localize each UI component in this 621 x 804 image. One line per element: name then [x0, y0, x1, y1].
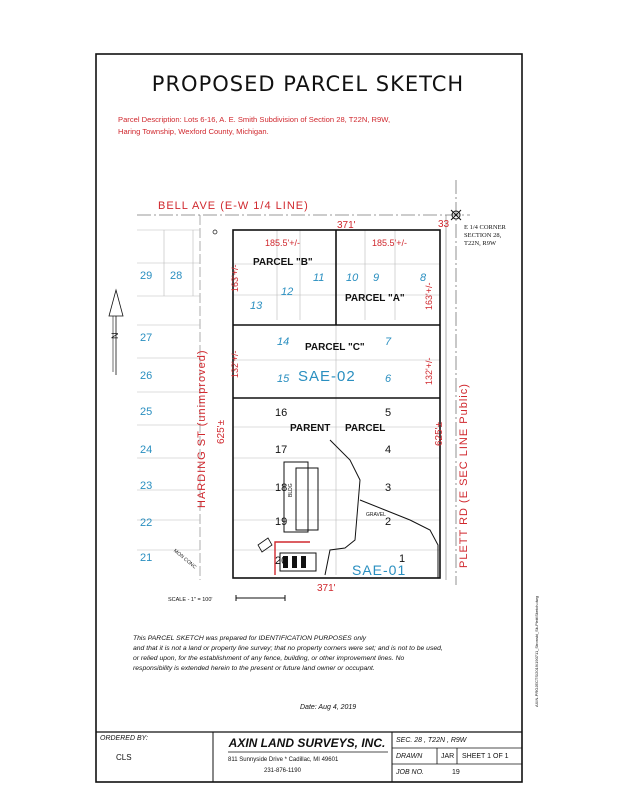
lot-13: 13	[250, 300, 263, 312]
job-value: 19	[452, 769, 460, 776]
lot-4: 4	[385, 444, 392, 456]
road-north-label: BELL AVE (E-W 1/4 LINE)	[158, 200, 309, 212]
north-arrow-label: N	[110, 332, 120, 339]
lot-17: 17	[275, 444, 288, 456]
lot-8: 8	[420, 272, 427, 284]
lot-7: 7	[385, 336, 392, 348]
dim-parcel-b-side: 163'+/-	[230, 264, 240, 292]
disclaimer-note	[133, 634, 533, 674]
note-line-2: and that it is not a land or property line survey; that no property corners were set; and is not to be used,	[133, 645, 443, 652]
parent-label: PARENT	[290, 423, 331, 434]
lot-3: 3	[385, 482, 392, 494]
bldg-label: BLDG	[288, 483, 294, 497]
note-line-3: or relied upon, for the establishment of any fence, building, or other improvement lines. No	[133, 655, 405, 662]
lot-24: 24	[140, 444, 153, 456]
drawn-value: JAR	[441, 753, 455, 760]
description-line-2: Haring Township, Wexford County, Michigan.	[118, 127, 269, 136]
sae-01-label: SAE-01	[352, 562, 407, 578]
job-label: JOB NO.	[396, 769, 425, 776]
dim-top: 371'	[337, 220, 356, 231]
lot-21: 21	[140, 552, 153, 564]
lot-9: 9	[373, 272, 380, 284]
description-line-1: Parcel Description: Lots 6-16, A. E. Smith Subdivision of Section 28, T22N, R9W,	[118, 115, 391, 124]
lot-27: 27	[140, 332, 153, 344]
dim-west: 625'±	[216, 419, 227, 444]
lot-29: 29	[140, 270, 153, 282]
ordered-by-value: CLS	[116, 753, 132, 762]
corner-label-2: SECTION 28,	[464, 232, 502, 239]
dim-parcel-a-side: 163'+/-	[424, 282, 434, 310]
dim-parcel-b-top: 185.5'+/-	[265, 238, 300, 248]
company-phone: 231-876-1190	[264, 768, 301, 774]
lot-26: 26	[140, 370, 153, 382]
section-corner-icon	[451, 210, 461, 220]
ordered-by-label: ORDERED BY:	[100, 735, 148, 742]
lot-12: 12	[281, 286, 294, 298]
lot-19: 19	[275, 516, 288, 528]
corner-label	[464, 224, 506, 248]
lot-15: 15	[277, 373, 290, 385]
drawn-label: DRAWN	[396, 753, 423, 760]
lot-6: 6	[385, 373, 392, 385]
dim-parcel-a-top: 185.5'+/-	[372, 238, 407, 248]
date-label: Date: Aug 4, 2019	[300, 704, 357, 711]
lot-25: 25	[140, 406, 153, 418]
scale-label: SCALE - 1" = 100'	[168, 597, 213, 603]
lot-16: 16	[275, 407, 288, 419]
lot-22: 22	[140, 517, 153, 529]
parcel-b-label: PARCEL "B"	[253, 257, 313, 268]
lot-2: 2	[385, 516, 392, 528]
corner-number: 33	[438, 219, 450, 230]
dim-parcel-c-side-w: 132'+/-	[230, 350, 240, 378]
page-title: PROPOSED PARCEL SKETCH	[151, 72, 465, 96]
sheet-info: SHEET 1 OF 1	[462, 753, 509, 760]
lot-1: 1	[399, 553, 406, 565]
gravel-label: GRAVEL	[366, 512, 386, 518]
road-west-label: HARDING ST (unimproved)	[196, 349, 208, 508]
corner-label-3: T22N, R9W	[464, 240, 497, 247]
note-line-4: responsibility is extended herein to the present or future land owner or occupant.	[133, 665, 375, 672]
company-name: AXIN LAND SURVEYS, INC.	[228, 736, 386, 750]
road-east-label: PLETT RD (E SEC LINE Public)	[458, 383, 470, 568]
lot-10: 10	[346, 272, 359, 284]
note-line-1: This PARCEL SKETCH was prepared for IDENTIFICATION PURPOSES only	[133, 635, 367, 642]
corner-label-1: E 1/4 CORNER	[464, 224, 506, 231]
section-info: SEC. 28 , T22N , R9W	[396, 737, 467, 744]
dim-bottom: 371'	[317, 583, 336, 594]
parent-parcel-label: PARCEL	[345, 423, 386, 434]
sae-02-label: SAE-02	[298, 368, 356, 385]
mon-conc-label: MON CONC	[172, 548, 198, 571]
lot-14: 14	[277, 336, 290, 348]
lot-5: 5	[385, 407, 392, 419]
lot-18: 18	[275, 482, 288, 494]
parcel-a-label: PARCEL "A"	[345, 293, 405, 304]
parcel-c-label: PARCEL "C"	[305, 342, 365, 353]
lot-11: 11	[313, 272, 325, 284]
dim-east: 625'±	[434, 421, 445, 446]
lot-23: 23	[140, 480, 153, 492]
lot-28: 28	[170, 270, 183, 282]
lot-20: 20	[275, 555, 288, 567]
file-path-label: AXIN-PROJECTS\2019\190711_Stronski_Sk-Plett\Sketch.dwg	[534, 596, 539, 707]
company-address: 811 Sunnyside Drive * Cadillac, MI 49601	[228, 757, 339, 763]
parcel-description	[118, 114, 516, 138]
dim-parcel-c-side-e: 132'+/-	[424, 357, 434, 385]
